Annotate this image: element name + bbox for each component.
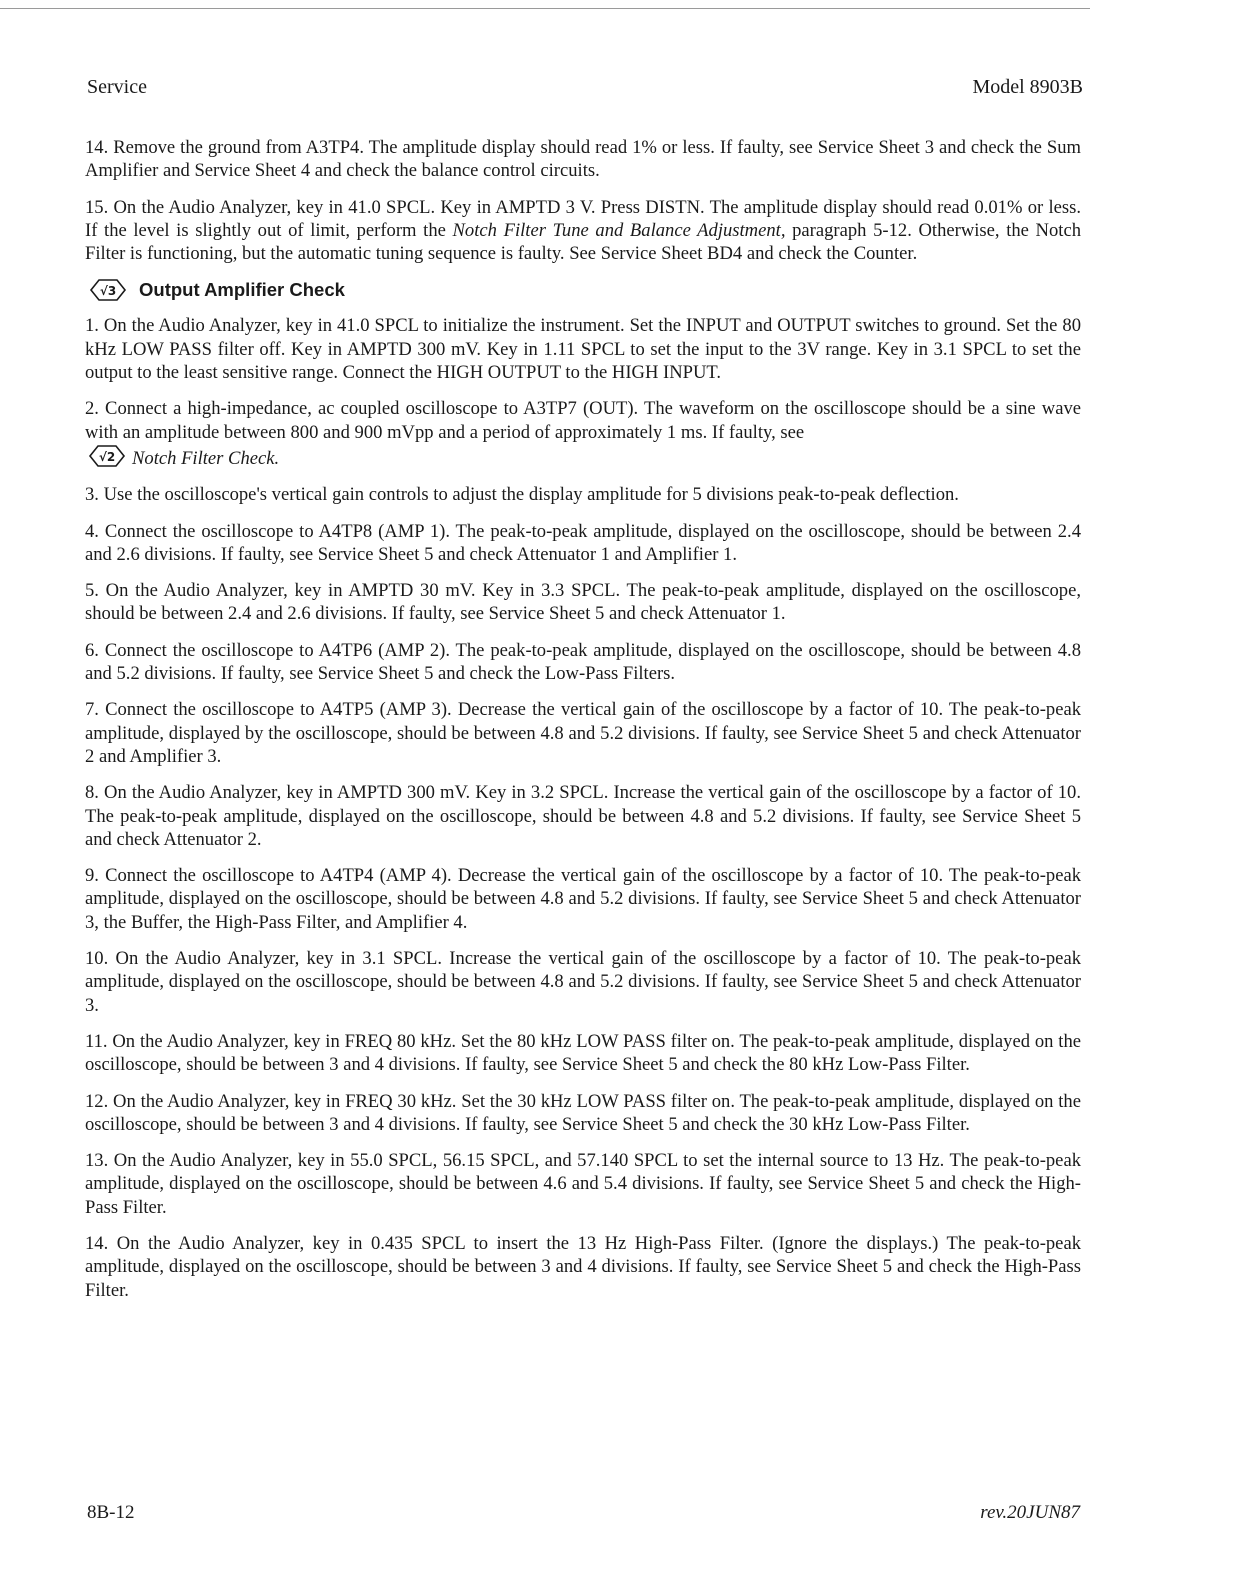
paragraph-step-5: 5. On the Audio Analyzer, key in AMPTD 30 mV. Key in 3.3 SPCL. The peak-to-peak amplitude, displayed on the oscilloscope, should be between 2.4 and 2.6 divisions. If faulty, see Service Sheet 5 and check Attenuator 1. <box>85 580 1081 625</box>
section-title: Output Amplifier Check <box>139 279 345 301</box>
step-2-text: 2. Connect a high-impedance, ac coupled oscilloscope to A3TP7 (OUT). The waveform on the oscilloscope should be a sine wave with an amplitude between 800 and 900 mVpp and a period of approximately 1 ms. If faulty, see <box>85 398 1081 443</box>
paragraph-step-6: 6. Connect the oscilloscope to A4TP6 (AMP 2). The peak-to-peak amplitude, displayed on the oscilloscope, should be between 4.8 and 5.2 divisions. If faulty, see Service Sheet 5 and check the Low-Pass Filters. <box>85 639 1081 685</box>
notch-filter-tune-reference: Notch Filter Tune and Balance Adjustment, <box>452 219 786 241</box>
paragraph-step-15 <box>85 196 1081 266</box>
step-15-text-a: 15. On the Audio Analyzer, key in 41.0 SPCL. Key in AMPTD 3 V. Press DISTN. The amplitude display should read 0.01% or less. If the level is slightly out of limit, perform the <box>85 196 1081 241</box>
notch-filter-check-reference: Notch Filter Check. <box>132 447 280 469</box>
paragraph-step-9: 9. Connect the oscilloscope to A4TP4 (AMP 4). Decrease the vertical gain of the oscilloscope by a factor of 10. The peak-to-peak amplitude, displayed on the oscilloscope, should be between 4.8 and 5.2 divisions. If faulty, see Service Sheet 5 and check Attenuator 3, the Buffer, the High-Pass Filter, and Amplifier 4. <box>85 865 1081 933</box>
revision-date: rev.20JUN87 <box>980 1502 1080 1523</box>
paragraph-step-12: 12. On the Audio Analyzer, key in FREQ 30 kHz. Set the 30 kHz LOW PASS filter on. The peak-to-peak amplitude, displayed on the oscilloscope, should be between 3 and 4 divisions. If faulty, see Service Sheet 5 and check the 30 kHz Low-Pass Filter. <box>85 1090 1081 1135</box>
check-2-badge-icon <box>88 444 126 468</box>
paragraph-step-14: 14. On the Audio Analyzer, key in 0.435 SPCL to insert the 13 Hz High-Pass Filter. (Ignore the displays.) The peak-to-peak amplitude, displayed on the oscilloscope, should be between 3 and 4 divisions. If faulty, see Service Sheet 5 and check the High-Pass Filter. <box>85 1232 1081 1301</box>
step-15-text-b: paragraph 5-12. Otherwise, the Notch Filter is functioning, but the automatic tuning sequence is faulty. See Service Sheet BD4 and check the Counter. <box>85 219 1082 265</box>
check-2-badge-label: √2 <box>98 449 116 464</box>
paragraph-step-1: 1. On the Audio Analyzer, key in 41.0 SPCL to initialize the instrument. Set the INPUT and OUTPUT switches to ground. Set the 80 kHz LOW PASS filter off. Key in AMPTD 300 mV. Key in 1.11 SPCL to set the input to the 3V range. Key in 3.1 SPCL to set the output to the least sensitive range. Connect the HIGH OUTPUT to the HIGH INPUT. <box>85 315 1081 384</box>
paragraph-step-10: 10. On the Audio Analyzer, key in 3.1 SPCL. Increase the vertical gain of the oscilloscope by a factor of 10. The peak-to-peak amplitude, displayed on the oscilloscope, should be between 4.8 and 5.2 divisions. If faulty, see Service Sheet 5 and check Attenuator 3. <box>85 948 1081 1016</box>
page-number: 8B-12 <box>87 1502 135 1523</box>
check-3-badge-icon <box>89 278 127 302</box>
paragraph-step-14-top: 14. Remove the ground from A3TP4. The amplitude display should read 1% or less. If faulty, see Service Sheet 3 and check the Sum Amplifier and Service Sheet 4 and check the balance control circuits. <box>85 137 1081 182</box>
running-header-left: Service <box>87 76 147 98</box>
section-heading <box>89 278 1081 302</box>
running-header-right: Model 8903B <box>972 76 1083 98</box>
paragraph-step-13: 13. On the Audio Analyzer, key in 55.0 SPCL, 56.15 SPCL, and 57.140 SPCL to set the internal source to 13 Hz. The peak-to-peak amplitude, displayed on the oscilloscope, should be between 4.6 and 5.4 divisions. If faulty, see Service Sheet 5 and check the High-Pass Filter. <box>85 1150 1081 1218</box>
paragraph-step-11: 11. On the Audio Analyzer, key in FREQ 80 kHz. Set the 80 kHz LOW PASS filter on. The peak-to-peak amplitude, displayed on the oscilloscope, should be between 3 and 4 divisions. If faulty, see Service Sheet 5 and check the 80 kHz Low-Pass Filter. <box>85 1030 1081 1076</box>
paragraph-step-4: 4. Connect the oscilloscope to A4TP8 (AMP 1). The peak-to-peak amplitude, displayed on the oscilloscope, should be between 2.4 and 2.6 divisions. If faulty, see Service Sheet 5 and check Attenuator 1 and Amplifier 1. <box>85 520 1081 565</box>
paragraph-step-7: 7. Connect the oscilloscope to A4TP5 (AMP 3). Decrease the vertical gain of the oscilloscope by a factor of 10. The peak-to-peak amplitude, displayed by the oscilloscope, should be between 4.8 and 5.2 divisions. If faulty, see Service Sheet 5 and check Attenuator 2 and Amplifier 3. <box>85 699 1081 767</box>
top-rule <box>0 8 1090 9</box>
paragraph-step-2 <box>85 397 1081 470</box>
paragraph-step-8: 8. On the Audio Analyzer, key in AMPTD 300 mV. Key in 3.2 SPCL. Increase the vertical gain of the oscilloscope by a factor of 10. The peak-to-peak amplitude, displayed on the oscilloscope, should be between 4.8 and 5.2 divisions. If faulty, see Service Sheet 5 and check Attenuator 2. <box>85 782 1081 850</box>
paragraph-step-3: 3. Use the oscilloscope's vertical gain controls to adjust the display amplitude for 5 divisions peak-to-peak deflection. <box>85 484 959 506</box>
check-3-badge-label: √3 <box>99 284 117 299</box>
page-body <box>85 136 1081 1315</box>
